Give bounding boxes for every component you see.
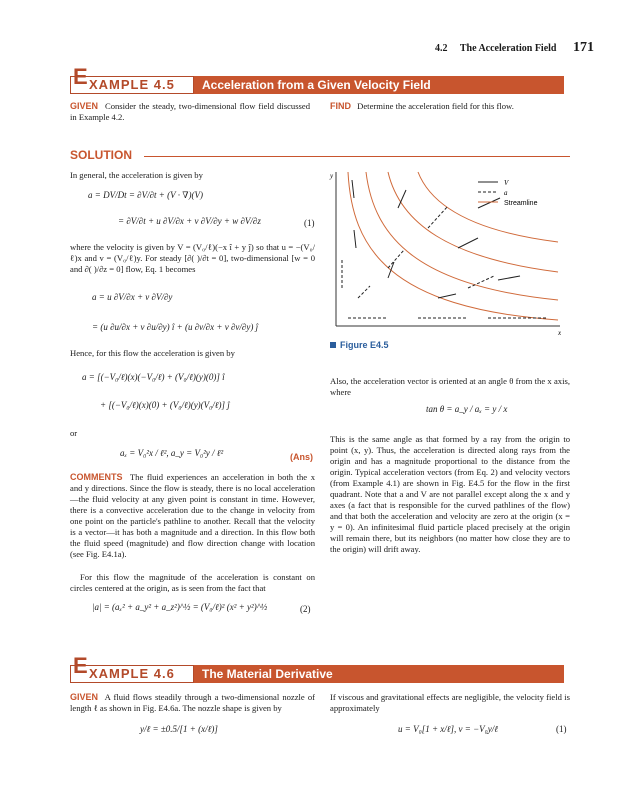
axis-label-x: x	[558, 329, 562, 337]
equation-c2: + [(−V₀/ℓ)(x)(0) + (V₀/ℓ)(y)(V₀/ℓ)] ĵ	[100, 400, 230, 410]
given-block	[70, 101, 310, 123]
angle-text: Also, the acceleration vector is oriented at an angle θ from the x axis, where	[330, 376, 570, 397]
example-title: Acceleration from a Given Velocity Field	[194, 76, 564, 94]
legend-v: V	[504, 179, 509, 187]
figure-caption	[330, 340, 389, 350]
given-text: Consider the steady, two-dimensional flow field discussed in Example 4.2.	[70, 101, 310, 122]
equation-e: |a| = (aₓ² + a_y² + a_z²)^½ = (V₀/ℓ)² (x² + y²)^½	[92, 602, 268, 612]
example-4-5-banner	[70, 64, 564, 94]
equation-b2: = (u ∂u/∂x + v ∂u/∂y) î + (u ∂v/∂x + v ∂v/∂y) ĵ	[92, 322, 259, 332]
comments-text: The fluid experiences an acceleration in both the x and y directions. Since the flow is steady, there is no local acceleration—the fluid velocity at any given point is constant in time. However, there is a convective acceleration due to the change in velocity from one point on the particle's pathline to another. Recall that the velocity is a vector—it has both a magnitude and a direction. In this flow both the fluid speed (magnitude) and flow direction change with location (see Fig. E4.1a).	[70, 472, 315, 559]
equation-velocity: u = V₀[1 + x/ℓ], v = −V₀y/ℓ	[398, 724, 499, 734]
legend-a: a	[504, 189, 508, 197]
find-text: Determine the acceleration field for this flow.	[357, 101, 514, 111]
header-section: 4.2	[435, 43, 448, 54]
legend-streamline: Streamline	[504, 200, 538, 207]
equation-b1: a = u ∂V/∂x + v ∂V/∂y	[92, 292, 173, 302]
example-label-text: XAMPLE 4.5	[89, 77, 175, 92]
solution-intro: In general, the acceleration is given by	[70, 170, 203, 180]
running-header	[435, 40, 594, 56]
explanation-text: This is the same angle as that formed by a ray from the origin to point (x, y). Thus, the acceleration is directed along rays from the origin and has a magnitude proportional to the distance from the origin. Typical acceleration vectors (from Eq. 2) and velocity vectors (from Example 4.1) are shown in Fig. E4.5 for the flow in the first quadrant. Note that a and V are not parallel except along the x and y axes (a fact that is responsible for the curved pathlines of the flow) and that both the acceleration and velocity are zero at the origin (x = y = 0). An infinitesimal fluid particle placed precisely at the origin will remain there, but its neighbors (no matter how close they are to the origin) will drift away.	[330, 434, 570, 554]
equation-a2: = ∂V/∂t + u ∂V/∂x + v ∂V/∂y + w ∂V/∂z	[118, 216, 261, 226]
equation-d: aₓ = V₀²x / ℓ², a_y = V₀²y / ℓ²	[120, 448, 224, 458]
solution-heading	[70, 146, 570, 164]
equation-shape: y/ℓ = ±0.5/[1 + (x/ℓ)]	[140, 724, 218, 734]
given-block-4-6	[70, 692, 315, 714]
equation-number-1: (1)	[304, 218, 315, 228]
example-label	[70, 64, 194, 94]
velocity-description: where the velocity is given by V = (V₀/ℓ)(−x î + y ĵ) so that u = −(V₀/ℓ)x and v = (V₀/ℓ)y. For steady [∂( )/∂t = 0], two-dimensional [w = 0 and ∂( )/∂z = 0] flow, Eq. 1 becomes	[70, 242, 315, 274]
example-big-letter: E	[73, 64, 89, 89]
streamline-3	[388, 172, 558, 272]
equation-a1: a = DV/Dt = ∂V/∂t + (V · ∇)(V)	[88, 190, 203, 200]
comments-label: COMMENTS	[70, 472, 123, 482]
given-label: GIVEN	[70, 101, 99, 111]
caption-text: Figure E4.5	[340, 340, 389, 350]
example-label	[70, 653, 194, 683]
example-4-6-banner	[70, 653, 564, 683]
figure-e4-5	[328, 168, 568, 338]
example-title: The Material Derivative	[194, 665, 564, 683]
hence-text: Hence, for this flow the acceleration is given by	[70, 348, 235, 358]
solution-label: SOLUTION	[70, 148, 132, 162]
equation-tan: tan θ = a_y / aₓ = y / x	[426, 404, 508, 414]
solution-rule	[144, 156, 570, 157]
acceleration-vectors	[342, 206, 548, 318]
find-block	[330, 101, 570, 112]
streamline-1	[348, 172, 558, 320]
page-number: 171	[573, 40, 594, 55]
given-text: A fluid flows steadily through a two-dimensional nozzle of length ℓ as shown in Fig. E4.6a. The nozzle shape is given by	[70, 692, 315, 713]
equation-c1: a = [(−V₀/ℓ)(x)(−V₀/ℓ) + (V₀/ℓ)(y)(0)] î	[82, 372, 225, 382]
find-label: FIND	[330, 101, 351, 111]
velocity-field-text: If viscous and gravitational effects are negligible, the velocity field is approximately	[330, 692, 570, 713]
given-label: GIVEN	[70, 692, 99, 702]
example-label-text: XAMPLE 4.6	[89, 666, 175, 681]
header-section-title: The Acceleration Field	[459, 43, 557, 54]
axis-label-y: y	[330, 172, 334, 180]
answer-tag: (Ans)	[290, 452, 313, 462]
example-big-letter: E	[73, 653, 89, 678]
comments-block	[70, 472, 315, 560]
equation-number-4-6: (1)	[556, 724, 567, 734]
comments-text-2: For this flow the magnitude of the acceleration is constant on circles centered at the origin, as is seen from the fact that	[70, 572, 315, 593]
or-text: or	[70, 428, 78, 438]
caption-marker	[330, 342, 336, 348]
equation-number-2: (2)	[300, 604, 311, 614]
